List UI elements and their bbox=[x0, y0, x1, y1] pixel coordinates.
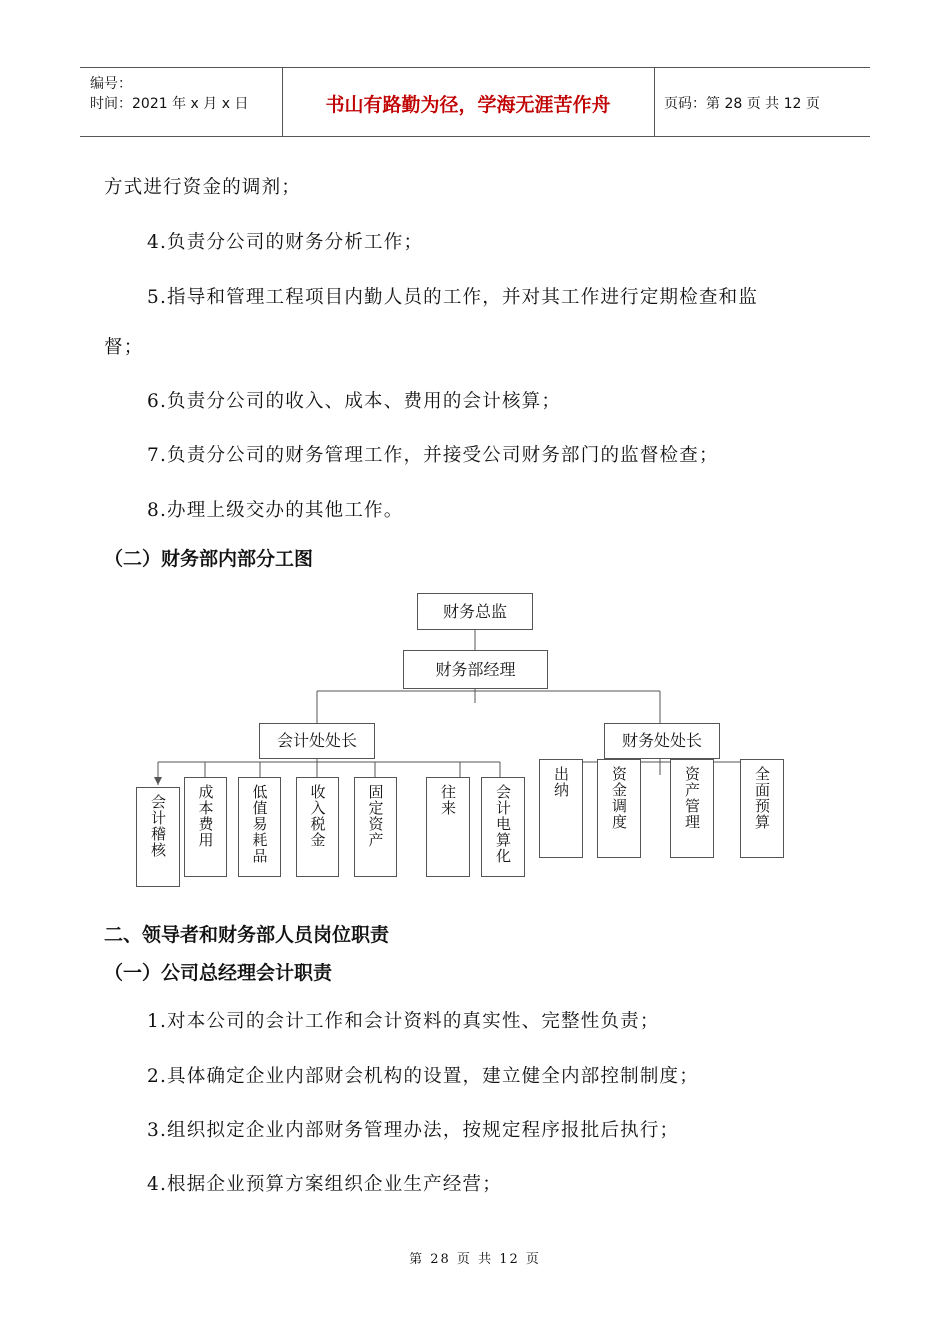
org-label: 资金调度 bbox=[610, 766, 628, 830]
org-unit-consumables bbox=[238, 777, 281, 877]
org-box-finance-chief bbox=[604, 723, 720, 759]
page-header bbox=[80, 67, 870, 137]
org-label: 会计稽核 bbox=[149, 794, 167, 858]
body-line: 8.办理上级交办的其他工作。 bbox=[147, 500, 404, 521]
org-unit-receivables bbox=[426, 777, 470, 877]
org-label: 财务处处长 bbox=[621, 731, 702, 750]
header-divider bbox=[654, 68, 655, 136]
org-unit-asset-management bbox=[670, 759, 714, 858]
org-label: 财务部经理 bbox=[435, 660, 516, 679]
heading-section-2: 二、领导者和财务部人员岗位职责 bbox=[104, 924, 390, 946]
org-label: 全面预算 bbox=[753, 766, 771, 830]
doc-number: 编号： bbox=[90, 76, 132, 92]
doc-date: 时间：2021 年 x 月 x 日 bbox=[90, 96, 249, 112]
org-label: 会计电算化 bbox=[494, 784, 512, 864]
header-meta bbox=[90, 74, 248, 114]
duty-line: 3.组织拟定企业内部财务管理办法，按规定程序报批后执行； bbox=[147, 1120, 680, 1141]
org-unit-computerization bbox=[481, 777, 525, 877]
org-chart bbox=[120, 585, 800, 895]
org-box-finance-manager bbox=[403, 650, 548, 689]
duty-line: 4.根据企业预算方案组织企业生产经营； bbox=[147, 1174, 502, 1195]
org-label: 财务总监 bbox=[442, 602, 507, 621]
org-box-finance-director bbox=[417, 593, 533, 630]
duty-line: 2.具体确定企业内部财会机构的设置，建立健全内部控制制度； bbox=[147, 1066, 699, 1087]
body-line: 4.负责分公司的财务分析工作； bbox=[147, 232, 424, 253]
org-label: 收入税金 bbox=[308, 784, 327, 848]
heading-chart: （二）财务部内部分工图 bbox=[104, 548, 314, 570]
org-label: 往来 bbox=[439, 784, 457, 816]
org-box-accounting-chief bbox=[259, 723, 375, 759]
header-page-number: 页码：第 28 页 共 12 页 bbox=[664, 96, 820, 112]
body-line: 督； bbox=[104, 337, 144, 358]
body-line: 7.负责分公司的财务管理工作，并接受公司财务部门的监督检查； bbox=[147, 445, 719, 466]
org-unit-fund-dispatch bbox=[597, 759, 641, 858]
org-unit-cost bbox=[184, 777, 227, 877]
org-label: 会计处处长 bbox=[276, 731, 357, 750]
heading-subsection-1: （一）公司总经理会计职责 bbox=[104, 962, 333, 984]
body-line: 6.负责分公司的收入、成本、费用的会计核算； bbox=[147, 391, 562, 412]
duty-line: 1.对本公司的会计工作和会计资料的真实性、完整性负责； bbox=[147, 1011, 660, 1032]
org-unit-revenue-tax bbox=[296, 777, 339, 877]
org-label: 固定资产 bbox=[366, 784, 385, 848]
org-unit-fixed-assets bbox=[354, 777, 397, 877]
page-footer: 第 28 页 共 12 页 bbox=[409, 1252, 541, 1267]
header-motto: 书山有路勤为径，学海无涯苦作舟 bbox=[325, 94, 611, 116]
org-unit-budget bbox=[740, 759, 784, 858]
org-unit-audit bbox=[136, 787, 180, 887]
org-label: 资产管理 bbox=[683, 766, 701, 830]
body-line: 5.指导和管理工程项目内勤人员的工作，并对其工作进行定期检查和监 bbox=[147, 287, 759, 308]
body-line: 方式进行资金的调剂； bbox=[104, 177, 302, 198]
org-label: 低值易耗品 bbox=[250, 784, 269, 864]
org-label: 成本费用 bbox=[196, 784, 215, 848]
org-label: 出纳 bbox=[552, 766, 570, 798]
org-unit-cashier bbox=[539, 759, 583, 858]
